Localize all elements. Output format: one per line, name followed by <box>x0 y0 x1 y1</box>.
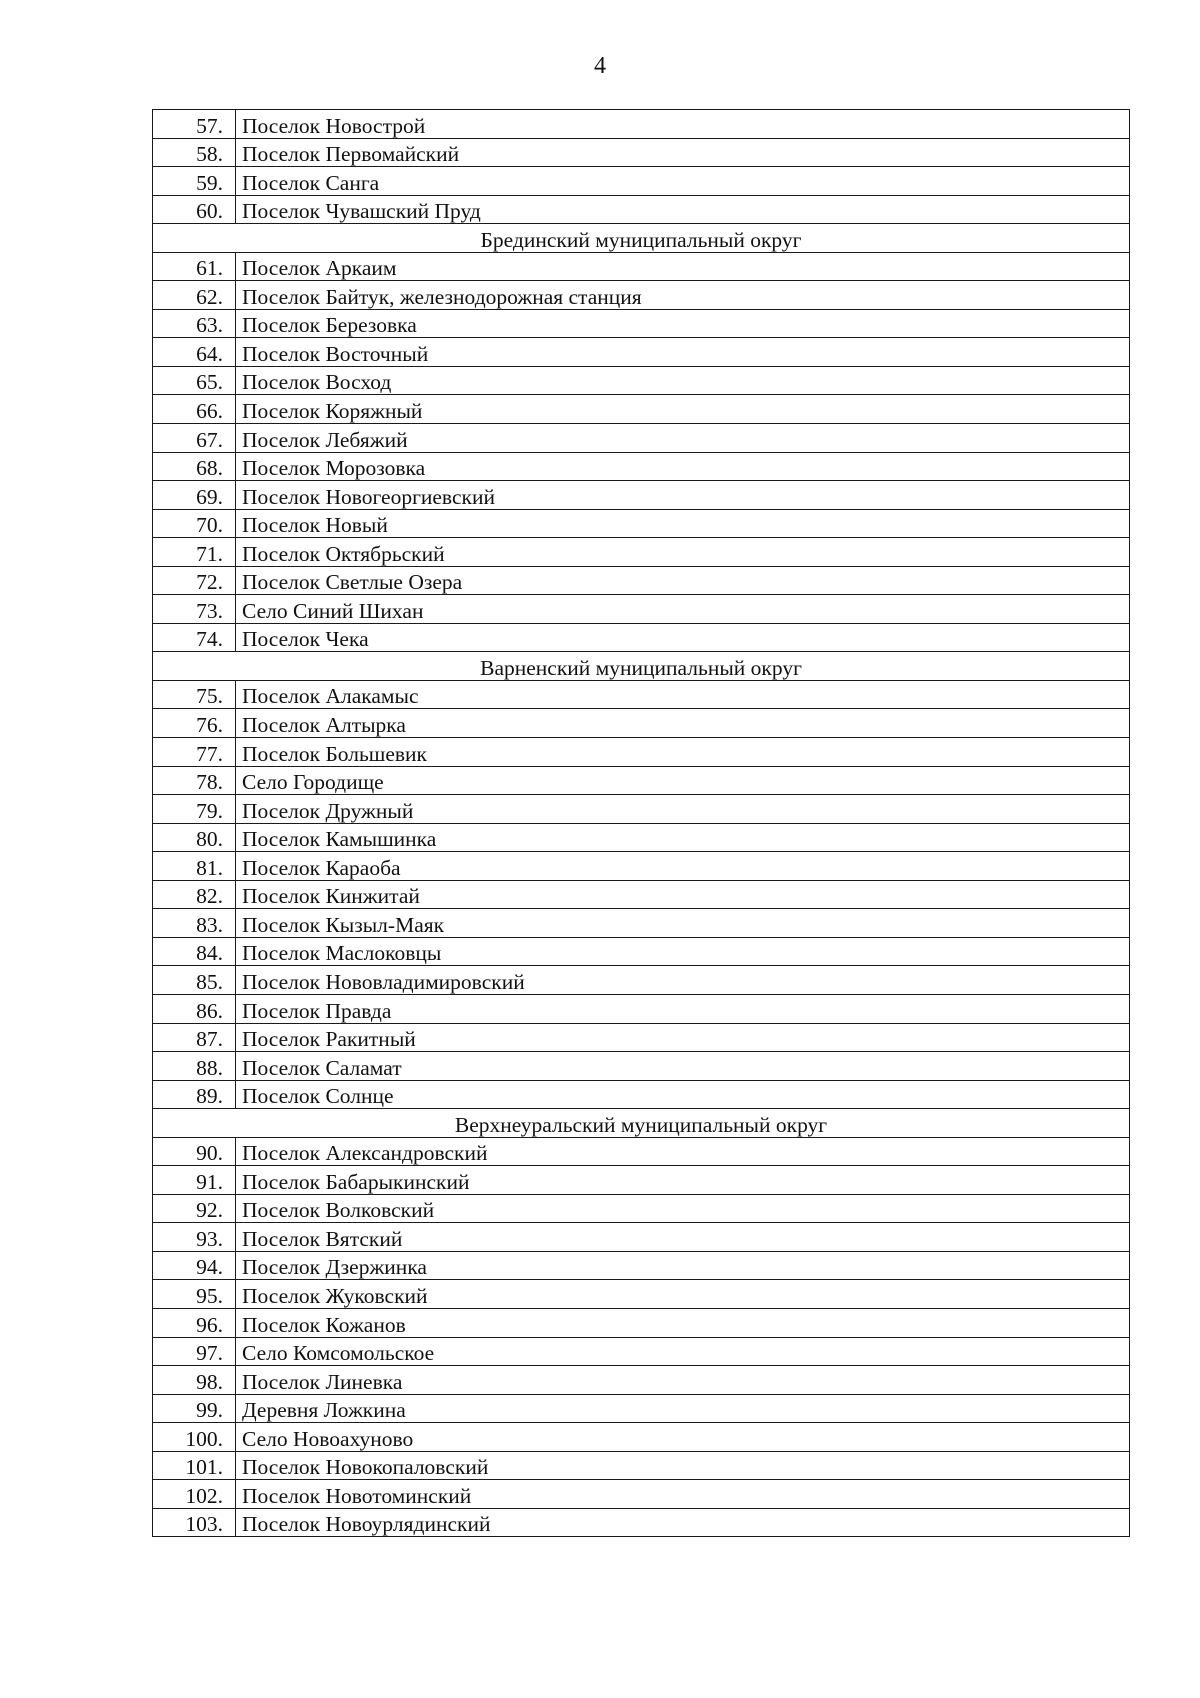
table-row <box>153 1280 1130 1309</box>
row-number: 102. <box>153 1480 236 1509</box>
settlement-name: Поселок Дружный <box>236 795 1130 824</box>
table-row <box>153 309 1130 338</box>
settlement-name: Поселок Чека <box>236 623 1130 652</box>
settlement-name: Поселок Восточный <box>236 338 1130 367</box>
row-number: 92. <box>153 1194 236 1223</box>
settlement-name: Поселок Чувашский Пруд <box>236 195 1130 224</box>
row-number: 82. <box>153 880 236 909</box>
table-row <box>153 424 1130 453</box>
row-number: 63. <box>153 309 236 338</box>
settlement-name: Поселок Новый <box>236 509 1130 538</box>
settlement-name: Поселок Александровский <box>236 1137 1130 1166</box>
table-row <box>153 366 1130 395</box>
table-row <box>153 1080 1130 1109</box>
row-number: 60. <box>153 195 236 224</box>
table-row <box>153 709 1130 738</box>
settlement-name: Поселок Алтырка <box>236 709 1130 738</box>
settlement-name: Поселок Коряжный <box>236 395 1130 424</box>
settlement-name: Поселок Восход <box>236 366 1130 395</box>
row-number: 88. <box>153 1052 236 1081</box>
row-number: 94. <box>153 1251 236 1280</box>
table-row <box>153 538 1130 567</box>
row-number: 98. <box>153 1366 236 1395</box>
table-row <box>153 823 1130 852</box>
row-number: 81. <box>153 852 236 881</box>
row-number: 62. <box>153 281 236 310</box>
table-row <box>153 1366 1130 1395</box>
settlement-name: Поселок Березовка <box>236 309 1130 338</box>
row-number: 59. <box>153 167 236 196</box>
row-number: 64. <box>153 338 236 367</box>
row-number: 66. <box>153 395 236 424</box>
table-row <box>153 481 1130 510</box>
row-number: 90. <box>153 1137 236 1166</box>
row-number: 61. <box>153 252 236 281</box>
settlement-name: Поселок Лебяжий <box>236 424 1130 453</box>
settlement-name: Поселок Новогеоргиевский <box>236 481 1130 510</box>
table-row <box>153 1308 1130 1337</box>
settlement-name: Поселок Кызыл-Маяк <box>236 909 1130 938</box>
row-number: 77. <box>153 738 236 767</box>
settlement-name: Поселок Ракитный <box>236 1023 1130 1052</box>
row-number: 58. <box>153 138 236 167</box>
row-number: 79. <box>153 795 236 824</box>
table-row <box>153 994 1130 1023</box>
settlements-table-body <box>153 110 1130 1537</box>
row-number: 67. <box>153 424 236 453</box>
section-header-row <box>153 652 1130 681</box>
settlement-name: Поселок Солнце <box>236 1080 1130 1109</box>
table-row <box>153 937 1130 966</box>
row-number: 65. <box>153 366 236 395</box>
settlement-name: Поселок Санга <box>236 167 1130 196</box>
settlement-name: Деревня Ложкина <box>236 1394 1130 1423</box>
row-number: 95. <box>153 1280 236 1309</box>
settlement-name: Поселок Линевка <box>236 1366 1130 1395</box>
row-number: 93. <box>153 1223 236 1252</box>
table-row <box>153 766 1130 795</box>
settlement-name: Поселок Новокопаловский <box>236 1451 1130 1480</box>
table-row <box>153 1480 1130 1509</box>
settlement-name: Поселок Саламат <box>236 1052 1130 1081</box>
table-row <box>153 738 1130 767</box>
settlement-name: Поселок Маслоковцы <box>236 937 1130 966</box>
settlement-name: Поселок Кинжитай <box>236 880 1130 909</box>
table-row <box>153 1052 1130 1081</box>
table-row <box>153 795 1130 824</box>
row-number: 68. <box>153 452 236 481</box>
table-row <box>153 452 1130 481</box>
table-row <box>153 195 1130 224</box>
section-title: Верхнеуральский муниципальный округ <box>153 1109 1130 1138</box>
row-number: 76. <box>153 709 236 738</box>
settlement-name: Поселок Новострой <box>236 110 1130 139</box>
row-number: 84. <box>153 937 236 966</box>
row-number: 103. <box>153 1508 236 1537</box>
page-number: 4 <box>594 53 606 79</box>
row-number: 74. <box>153 623 236 652</box>
settlement-name: Поселок Караоба <box>236 852 1130 881</box>
table-row <box>153 680 1130 709</box>
row-number: 86. <box>153 994 236 1023</box>
settlement-name: Поселок Новотоминский <box>236 1480 1130 1509</box>
table-row <box>153 1166 1130 1195</box>
row-number: 101. <box>153 1451 236 1480</box>
settlement-name: Поселок Октябрьский <box>236 538 1130 567</box>
settlement-name: Село Синий Шихан <box>236 595 1130 624</box>
table-row <box>153 1137 1130 1166</box>
table-row <box>153 966 1130 995</box>
settlement-name: Поселок Нововладимировский <box>236 966 1130 995</box>
table-row <box>153 623 1130 652</box>
row-number: 80. <box>153 823 236 852</box>
table-row <box>153 1251 1130 1280</box>
settlement-name: Поселок Бабарыкинский <box>236 1166 1130 1195</box>
row-number: 78. <box>153 766 236 795</box>
table-row <box>153 509 1130 538</box>
row-number: 91. <box>153 1166 236 1195</box>
row-number: 99. <box>153 1394 236 1423</box>
settlement-name: Поселок Алакамыс <box>236 680 1130 709</box>
table-row <box>153 1223 1130 1252</box>
settlement-name: Поселок Жуковский <box>236 1280 1130 1309</box>
row-number: 87. <box>153 1023 236 1052</box>
table-row <box>153 1423 1130 1452</box>
table-row <box>153 880 1130 909</box>
settlement-name: Поселок Правда <box>236 994 1130 1023</box>
settlement-name: Поселок Новоурлядинский <box>236 1508 1130 1537</box>
settlement-name: Поселок Вятский <box>236 1223 1130 1252</box>
row-number: 85. <box>153 966 236 995</box>
row-number: 83. <box>153 909 236 938</box>
row-number: 73. <box>153 595 236 624</box>
settlement-name: Поселок Дзержинка <box>236 1251 1130 1280</box>
table-row <box>153 1194 1130 1223</box>
section-title: Варненский муниципальный округ <box>153 652 1130 681</box>
table-row <box>153 1337 1130 1366</box>
row-number: 97. <box>153 1337 236 1366</box>
row-number: 69. <box>153 481 236 510</box>
table-row <box>153 1394 1130 1423</box>
row-number: 100. <box>153 1423 236 1452</box>
table-row <box>153 566 1130 595</box>
section-title: Брединский муниципальный округ <box>153 224 1130 253</box>
table-row <box>153 252 1130 281</box>
table-row <box>153 110 1130 139</box>
table-row <box>153 138 1130 167</box>
row-number: 96. <box>153 1308 236 1337</box>
settlement-name: Поселок Камышинка <box>236 823 1130 852</box>
section-header-row <box>153 224 1130 253</box>
section-header-row <box>153 1109 1130 1138</box>
settlement-name: Село Новоахуново <box>236 1423 1130 1452</box>
settlement-name: Поселок Первомайский <box>236 138 1130 167</box>
settlement-name: Поселок Байтук, железнодорожная станция <box>236 281 1130 310</box>
row-number: 75. <box>153 680 236 709</box>
table-row <box>153 595 1130 624</box>
settlement-name: Поселок Морозовка <box>236 452 1130 481</box>
table-row <box>153 1451 1130 1480</box>
table-row <box>153 167 1130 196</box>
table-row <box>153 909 1130 938</box>
table-row <box>153 1508 1130 1537</box>
settlement-name: Село Городище <box>236 766 1130 795</box>
settlement-name: Поселок Волковский <box>236 1194 1130 1223</box>
table-row <box>153 395 1130 424</box>
row-number: 70. <box>153 509 236 538</box>
table-row <box>153 1023 1130 1052</box>
settlement-name: Село Комсомольское <box>236 1337 1130 1366</box>
settlements-table <box>152 109 1130 1537</box>
row-number: 89. <box>153 1080 236 1109</box>
table-row <box>153 338 1130 367</box>
row-number: 57. <box>153 110 236 139</box>
table-row <box>153 852 1130 881</box>
table-row <box>153 281 1130 310</box>
settlement-name: Поселок Кожанов <box>236 1308 1130 1337</box>
settlement-name: Поселок Светлые Озера <box>236 566 1130 595</box>
settlement-name: Поселок Большевик <box>236 738 1130 767</box>
settlement-name: Поселок Аркаим <box>236 252 1130 281</box>
row-number: 71. <box>153 538 236 567</box>
row-number: 72. <box>153 566 236 595</box>
